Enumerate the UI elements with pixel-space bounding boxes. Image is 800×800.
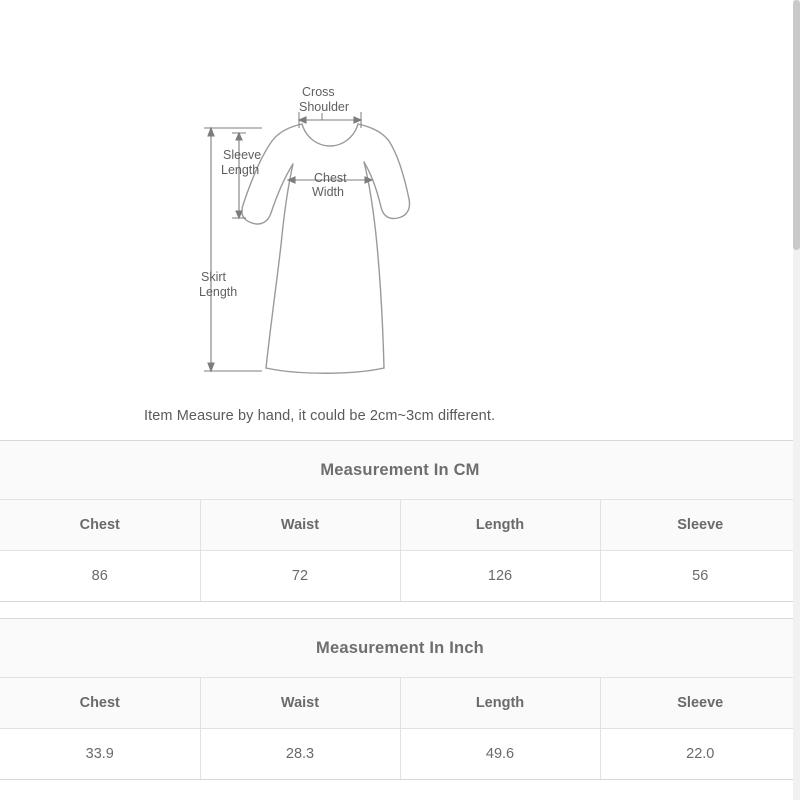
cell-waist: 28.3 <box>200 729 400 780</box>
dress-outline <box>242 124 410 373</box>
cell-chest: 86 <box>0 551 200 602</box>
page-scrollbar-thumb[interactable] <box>793 0 800 250</box>
table-title-cm: Measurement In CM <box>0 441 800 499</box>
column-header-chest: Chest <box>0 678 200 729</box>
column-header-chest: Chest <box>0 500 200 551</box>
measurement-table-cm <box>0 440 800 602</box>
label-chest-width-line2: Width <box>312 185 344 199</box>
label-cross-shoulder-line1: Cross <box>302 85 335 99</box>
table-header-row <box>0 500 800 551</box>
table-spacer <box>0 602 800 618</box>
table-inch <box>0 677 800 779</box>
column-header-sleeve: Sleeve <box>600 500 800 551</box>
label-skirt-length-line1: Skirt <box>201 270 226 284</box>
label-sleeve-length-line2: Length <box>221 163 260 177</box>
measurement-table-inch <box>0 618 800 780</box>
cross-shoulder-dimension <box>299 112 361 128</box>
cell-length: 49.6 <box>400 729 600 780</box>
label-sleeve-length-line1: Sleeve <box>223 148 262 162</box>
cell-chest: 33.9 <box>0 729 200 780</box>
table-row <box>0 729 800 780</box>
label-skirt-length-line2: Length <box>199 285 238 299</box>
table-header-row <box>0 678 800 729</box>
cell-length: 126 <box>400 551 600 602</box>
table-title-inch: Measurement In Inch <box>0 619 800 677</box>
table-row <box>0 551 800 602</box>
table-cm <box>0 499 800 601</box>
page-scrollbar[interactable] <box>793 0 800 800</box>
column-header-length: Length <box>400 500 600 551</box>
cell-sleeve: 56 <box>600 551 800 602</box>
measure-disclaimer: Item Measure by hand, it could be 2cm~3cm different. <box>144 408 496 424</box>
label-cross-shoulder-line2: Shoulder <box>299 100 350 114</box>
column-header-sleeve: Sleeve <box>600 678 800 729</box>
label-chest-width-line1: Chest <box>314 171 347 185</box>
column-header-waist: Waist <box>200 678 400 729</box>
cell-sleeve: 22.0 <box>600 729 800 780</box>
column-header-waist: Waist <box>200 500 400 551</box>
cell-waist: 72 <box>200 551 400 602</box>
column-header-length: Length <box>400 678 600 729</box>
